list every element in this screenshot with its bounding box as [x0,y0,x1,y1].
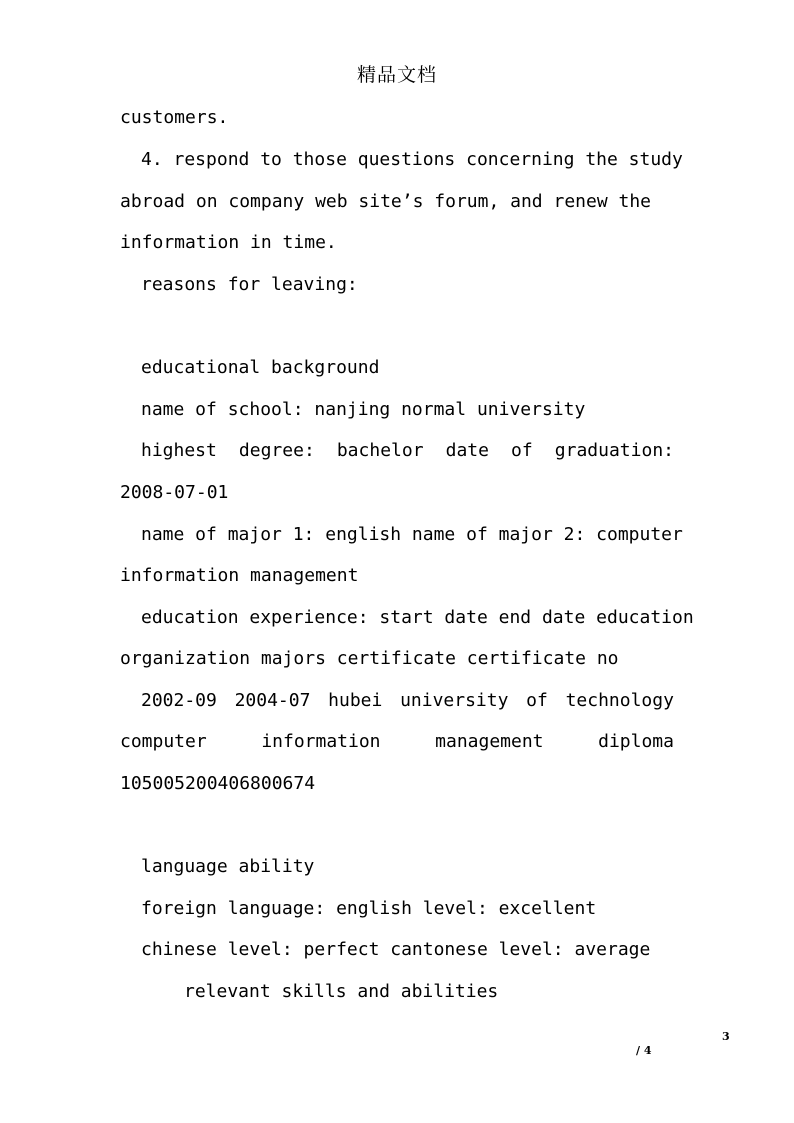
word: 2004-07 [234,690,311,711]
text-line: information in time. [120,232,337,253]
text-line: chinese level: perfect cantonese level: average [141,939,651,960]
section-heading-education: educational background [141,357,380,378]
text-line: name of school: nanjing normal university [141,399,586,420]
section-heading-skills: relevant skills and abilities [184,981,499,1002]
word: technology [565,690,674,711]
text-line: 4. respond to those questions concerning the study [141,149,683,170]
word: of [511,440,533,461]
page-number: 3 [722,1030,730,1043]
word: management [435,731,544,752]
word: degree: [238,440,315,461]
word: information [261,731,381,752]
text-line: name of major 1: english name of major 2: computer [141,524,683,545]
text-line-justified [120,730,674,754]
text-line-justified [141,439,674,463]
word: highest [141,440,217,461]
page-total: / 4 [636,1044,652,1057]
word: of [526,690,548,711]
text-line: organization majors certificate certificate no [120,648,619,669]
word: computer [120,731,207,752]
text-line: foreign language: english level: excellent [141,898,597,919]
text-line: information management [120,565,359,586]
text-line: reasons for leaving: [141,274,358,295]
word: graduation: [554,440,674,461]
text-line: 105005200406800674 [120,773,316,794]
page-header-title: 精品文档 [356,64,437,86]
text-line-justified [141,689,674,713]
word: hubei [328,690,383,711]
text-line: customers. [120,107,229,128]
text-line: 2008-07-01 [120,482,229,503]
text-line: education experience: start date end date education [141,607,694,628]
word: university [400,690,509,711]
word: date [445,440,489,461]
text-line: abroad on company web site’s forum, and renew the [120,191,652,212]
section-heading-language: language ability [141,856,315,877]
word: 2002-09 [141,690,217,711]
word: diploma [598,731,674,752]
word: bachelor [336,440,424,461]
